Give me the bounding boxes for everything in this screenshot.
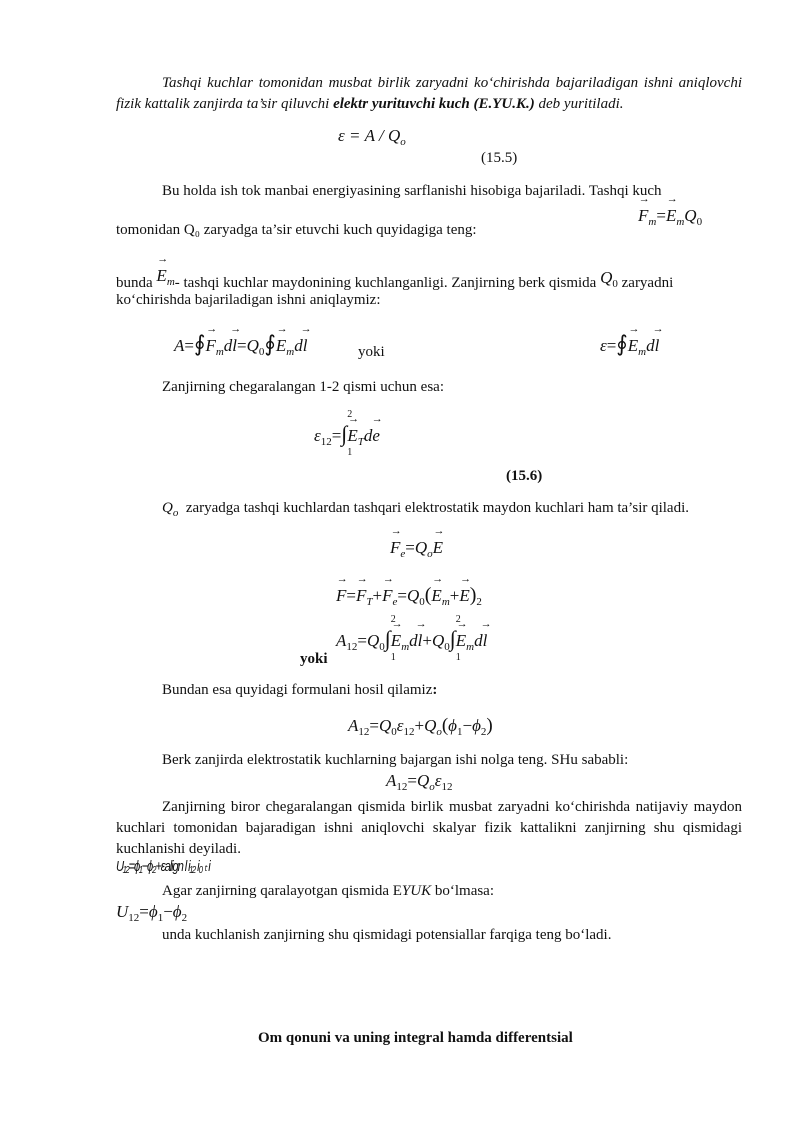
paragraph-electrostatic: $Q_o$ zaryadga tashqi kuchlardan tashqari elektrostatik maydon kuchlari ham ta’sir qiladi. bbox=[162, 500, 690, 519]
section-heading: Om qonuni va uning integral hamda differentsial bbox=[258, 1030, 573, 1046]
equation-number-15-6: (15.6) bbox=[506, 468, 543, 484]
garbled-formula: U₁₂=ϕ₁−ϕ₂+εalign l i₁₂ i₀ ₜ i bbox=[116, 858, 210, 875]
equation-emf-closed-integral: ε=∮→ $E_md\to l$ bbox=[600, 331, 659, 357]
paragraph-potential-difference: unda kuchlanish zanjirning shu qismidagi potensiallar farqiga teng bo‘ladi. bbox=[162, 927, 612, 943]
equation-emf: $\varepsilon = A / Q_o$ bbox=[338, 126, 406, 148]
yoki-label-2: yoki bbox=[300, 651, 328, 667]
yoki-label-1: yoki bbox=[358, 344, 385, 360]
equation-work-potential: $A_{12}=Q_0\varepsilon_{12}+Q_o(\phi_1-\phi_2)$ bbox=[348, 715, 493, 738]
paragraph-voltage-def: Zanjirning biror chegaralangan qismida birlik musbat zaryadni ko‘chirishda natijaviy maydon kuchlari tomonidan bajaradigan ishni aniqlovchi skalyar fizik kattalikni zanjirning shu qismidagi kuchlanishi deyiladi. bbox=[116, 799, 742, 857]
equation-work-emf: $A_{12}=Q_o\varepsilon_{12}$ bbox=[386, 771, 453, 793]
paragraph-no-emf: Agar zanjirning qaralayotgan qismida EYUK bo‘lmasa: bbox=[162, 883, 495, 899]
equation-number-15-5: (15.5) bbox=[481, 150, 518, 166]
equation-total-force: → $F=\to F_T+\to F_e=Q_0(\to E_m+\to E)_2$ bbox=[336, 584, 482, 607]
emf-term: elektr yurituvchi kuch (E.YU.K.) bbox=[333, 96, 535, 112]
equation-work-12: $A_{12}=Q_0\int$ 2 1 → $E_md\to l+Q_0\int$ 2 1 → $E_md\to l$ bbox=[336, 626, 487, 652]
paragraph-source-work: Bu holda ish tok manbai energiyasining sarflanishi hisobiga bajariladi. Tashqi kuch bbox=[162, 183, 662, 199]
intro-paragraph: Tashqi kuchlar tomonidan musbat birlik zaryadni ko‘chirishda bajariladigan ishni aniqlovchi fizik kattalik zanjirda ta’sir qiluvchi elektr yurituvchi kuch (E.YU.K.) deb yuritiladi. bbox=[116, 75, 742, 112]
paragraph-formula-intro: Bundan esa quyidagi formulani hosil qilamiz: bbox=[162, 682, 438, 698]
equation-external-force: → $F_m=\to E_mQ_0$ bbox=[638, 206, 702, 226]
equation-emf-12: $\varepsilon_{12}=\int$ 2 1 → $E_Td\to e$ bbox=[314, 421, 380, 447]
equation-voltage: $U_{12}=\phi_1-\phi_2$ bbox=[116, 902, 188, 924]
equation-electrostatic-force: → $F_e=Q_o\to E$ bbox=[390, 538, 443, 558]
paragraph-field-def-line2: ko‘chirishda bajariladigan ishni aniqlaymiz: bbox=[116, 292, 381, 308]
paragraph-closed-circuit: Berk zanjirda elektrostatik kuchlarning bajargan ishi nolga teng. SHu sababli: bbox=[162, 752, 629, 768]
paragraph-field-def: bunda → $E_m-$ tashqi kuchlar maydonining kuchlanganligi. Zanjirning berk qismida $Q_0$ zaryadni bbox=[116, 272, 742, 292]
paragraph-source-force: tomonidan Q₀ zaryadga ta’sir etuvchi kuch quyidagiga teng: bbox=[116, 222, 477, 238]
equation-work-closed-integral: A=∮→ $F_md\to$ $l=Q_0∮\to E_md\to l$ bbox=[174, 331, 307, 357]
paragraph-section-12: Zanjirning chegaralangan 1-2 qismi uchun esa: bbox=[162, 379, 444, 395]
